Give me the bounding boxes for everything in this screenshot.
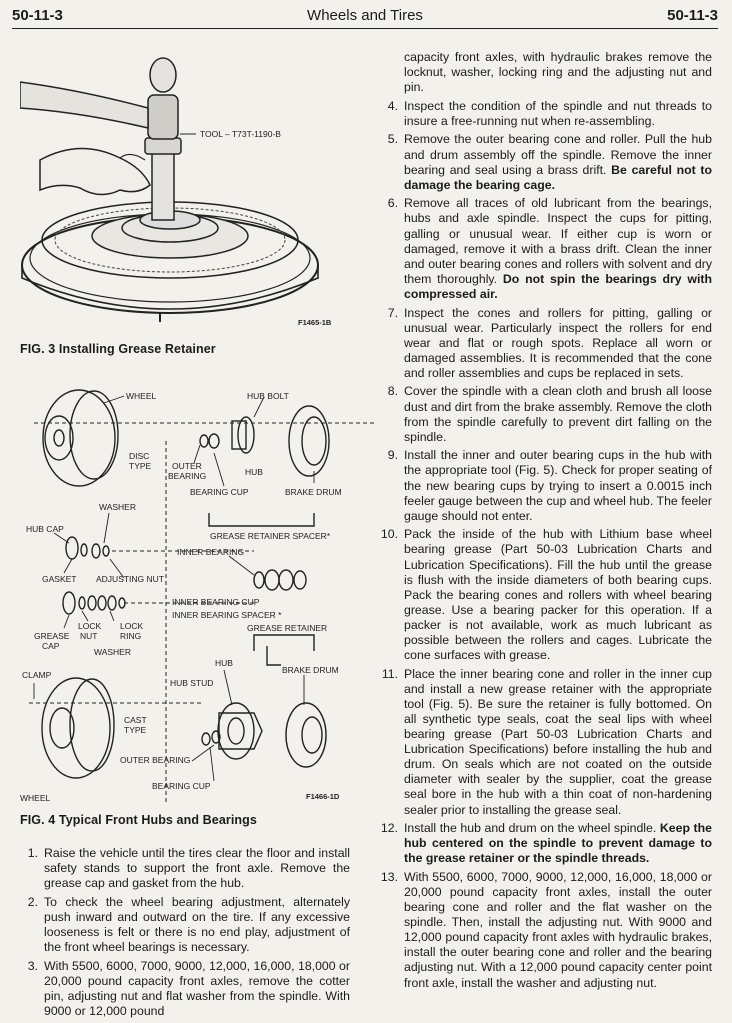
step-text: Cover the spindle with a clean cloth and brush all loose dust and dirt from the brake assembly. Remove the cloth from the spindle carefully to prevent dirt falling on the spindle. — [404, 384, 712, 444]
label-nut1: NUT — [80, 631, 98, 641]
step-text: Pack the inside of the hub with Lithium base wheel bearing grease (Part 50-03 Lubrication Charts and Lubrication Specifications). Fill the hub until the grease is flush with the inside diameters of both bearing cups. Pack the bearing cones and rollers with wheel bearing grease. Use a bearing packer for this operation. If a packer is not available, work as much lubricant as possible between the rollers and cages. Lubricate the cone surfaces with grease. — [404, 527, 712, 663]
label-grease-retainer: GREASE RETAINER — [247, 623, 328, 633]
step-item — [14, 895, 350, 955]
step-item — [374, 448, 712, 523]
step-text: Remove the outer bearing cone and roller. Pull the hub and drum assembly off the spindle. Remove the inner bearing and seal using a brass drift. — [404, 132, 712, 177]
figure-4-illustration — [14, 383, 374, 808]
label-inner-bearing-spacer: INNER BEARING SPACER * — [172, 610, 282, 620]
step-number: 4. — [387, 98, 398, 113]
step-number: 8. — [387, 384, 398, 399]
step-item — [14, 846, 350, 891]
label-cap1: CAP — [42, 641, 60, 651]
page-header — [12, 4, 718, 29]
step-item — [14, 959, 350, 1019]
step-item — [374, 527, 712, 663]
step-number: 9. — [387, 448, 398, 463]
left-column-steps — [14, 846, 350, 1023]
label-outer-bearing: OUTER BEARING — [120, 755, 191, 765]
step-item — [374, 132, 712, 192]
step-item — [374, 667, 712, 818]
figure-4-caption: FIG. 4 Typical Front Hubs and Bearings — [20, 813, 257, 827]
step-number: 12. — [380, 821, 398, 836]
step-text: Place the inner bearing cone and roller in the inner cup and install a new grease retainer with the appropriate tool (Fig. 5). Be sure the retainer is fully bottomed. On all synthetic type seals, coat the seal lips with wheel bearing grease (Part 50-03 Lubrication Charts and Lubrication Specifications) before installing the hub and drum. On seals which are not coated on the outside diameter with sealer by the supplier, coat the grease seal bore in the hub with a thin coat of non-hardening sealer prior to installing the grease seal. — [404, 666, 712, 817]
step-text: Inspect the condition of the spindle and nut threads to insure a free-running nut when re-assembling. — [404, 98, 712, 128]
step-text: Install the inner and outer bearing cups in the hub with the appropriate tool (Fig. 5). Check for proper seating of the new bearing cups by trying to insert a 0.0015 inch feeler gauge between the cup and wheel hub. The feeler gauge should not enter. — [404, 448, 712, 523]
label-wheel-bottom: WHEEL — [20, 793, 51, 803]
section-title: Wheels and Tires — [307, 7, 423, 24]
label-spacer-top: GREASE RETAINER SPACER* — [210, 531, 331, 541]
label-grease1: GREASE — [34, 631, 70, 641]
label-bearing-cup2: BEARING CUP — [152, 781, 211, 791]
label-hub-bolt: HUB BOLT — [247, 391, 289, 401]
step-text: Raise the vehicle until the tires clear the floor and install safety stands to support the front axle. Remove the grease cap and gasket from the hub. — [44, 846, 350, 891]
step-warning: Keep the hub centered on the spindle to prevent damage to the grease retainer or the spindle threads. — [404, 821, 712, 866]
step-number: 10. — [380, 527, 398, 542]
step-text: Inspect the cones and rollers for pitting, galling or unusual wear. Particularly inspect the rollers for end wear and flat or rough spots. Replace all worn or damaged assemblies. It is recommended that the cone and roller assemblies and cups be replaced in sets. — [404, 305, 712, 380]
label-bearing-cup1: BEARING CUP — [190, 487, 249, 497]
label-hub1: HUB — [245, 467, 263, 477]
step-item — [374, 196, 712, 302]
step-item — [374, 99, 712, 129]
tool-label: TOOL – T73T-1190-B — [200, 129, 281, 139]
step-warning: Do not spin the bearings dry with compressed air. — [404, 271, 713, 301]
fig3-code: F1465-1B — [298, 318, 332, 327]
step-warning: Be careful not to damage the bearing cage. — [404, 162, 712, 192]
step-item — [374, 870, 712, 991]
label-hub2: HUB — [215, 658, 233, 668]
label-brake-drum2: BRAKE DRUM — [282, 665, 339, 675]
label-disc: DISC — [129, 451, 150, 461]
step-text: Install the hub and drum on the wheel spindle. — [404, 821, 657, 836]
label-inner-bearing: INNER BEARING — [177, 547, 245, 557]
right-step-list — [374, 99, 712, 991]
label-hub-stud: HUB STUD — [170, 678, 214, 688]
page-number-right: 50-11-3 — [667, 7, 718, 24]
step-number: 7. — [387, 305, 398, 320]
figure-3-caption: FIG. 3 Installing Grease Retainer — [20, 342, 216, 356]
label-lock1: LOCK — [78, 621, 102, 631]
fig4-code: F1466-1D — [306, 792, 340, 801]
step-number: 3. — [27, 958, 38, 973]
step-item — [374, 384, 712, 444]
label-gasket: GASKET — [42, 574, 77, 584]
step-text: With 5500, 6000, 7000, 9000, 12,000, 16,000, 18,000 or 20,000 pound capacity front axles, install the outer bearing cone and roller and the flat washer on the spindle. Then, install the adjusting nut. With 9000 and 12,000 pound capacity front axles with hydraulic brakes, install the outer bearing cone and roller and the bearing adjusting nut. With a 12,000 pound capacity center point front axle, install the washer and adjusting nut. — [404, 869, 712, 990]
step-number: 11. — [381, 666, 398, 681]
label-clamp: CLAMP — [22, 670, 52, 680]
step-number: 2. — [27, 894, 38, 909]
label-washer1: WASHER — [99, 502, 136, 512]
step-number: 1. — [27, 846, 38, 860]
step-number: 6. — [387, 196, 398, 211]
left-step-list — [14, 846, 350, 1019]
step-text: With 5500, 6000, 7000, 9000, 12,000, 16,000, 18,000 or 20,000 pound capacity front axles, remove the cotter pin, adjusting nut and flat washer from the spindle. With 9000 or 12,000 pound — [44, 958, 350, 1018]
label-wheel-top: WHEEL — [126, 391, 157, 401]
step-item — [374, 821, 712, 866]
page-number-left: 50-11-3 — [12, 7, 63, 24]
label-ring1: RING — [120, 631, 142, 641]
step-item — [374, 306, 712, 381]
label-cast: CAST — [124, 715, 147, 725]
label-type1: TYPE — [129, 461, 152, 471]
label-lock2: LOCK — [120, 621, 144, 631]
label-bearing1: BEARING — [168, 471, 207, 481]
label-outer: OUTER — [172, 461, 202, 471]
label-inner-bearing-cup: INNER BEARING CUP — [172, 597, 260, 607]
step-number: 5. — [387, 132, 398, 147]
figure-3-illustration — [20, 50, 360, 335]
right-column-steps — [374, 50, 712, 994]
label-washer2: WASHER — [94, 647, 131, 657]
label-hub-cap: HUB CAP — [26, 524, 64, 534]
step-3-continuation: capacity front axles, with hydraulic brakes remove the locknut, washer, locking ring and the adjusting nut and pin. — [404, 50, 712, 95]
step-text: To check the wheel bearing adjustment, alternately push inward and outward on the tire. If any excessive looseness is felt or there is no end play, adjustment of the front wheel bearings is necessary. — [44, 894, 350, 955]
label-type2: TYPE — [124, 725, 147, 735]
label-brake-drum1: BRAKE DRUM — [285, 487, 342, 497]
step-number: 13. — [380, 869, 398, 884]
label-adjusting-nut: ADJUSTING NUT — [96, 574, 164, 584]
step-text: Remove all traces of old lubricant from the bearings, hubs and axle spindle. Inspect the cups for pitting, galling or unusual wear. If either cup is worn or damaged, remove it with a brass drift. Clean the inner and outer bearing cones and rollers with solvent and dry them thoroughly. — [404, 196, 712, 286]
